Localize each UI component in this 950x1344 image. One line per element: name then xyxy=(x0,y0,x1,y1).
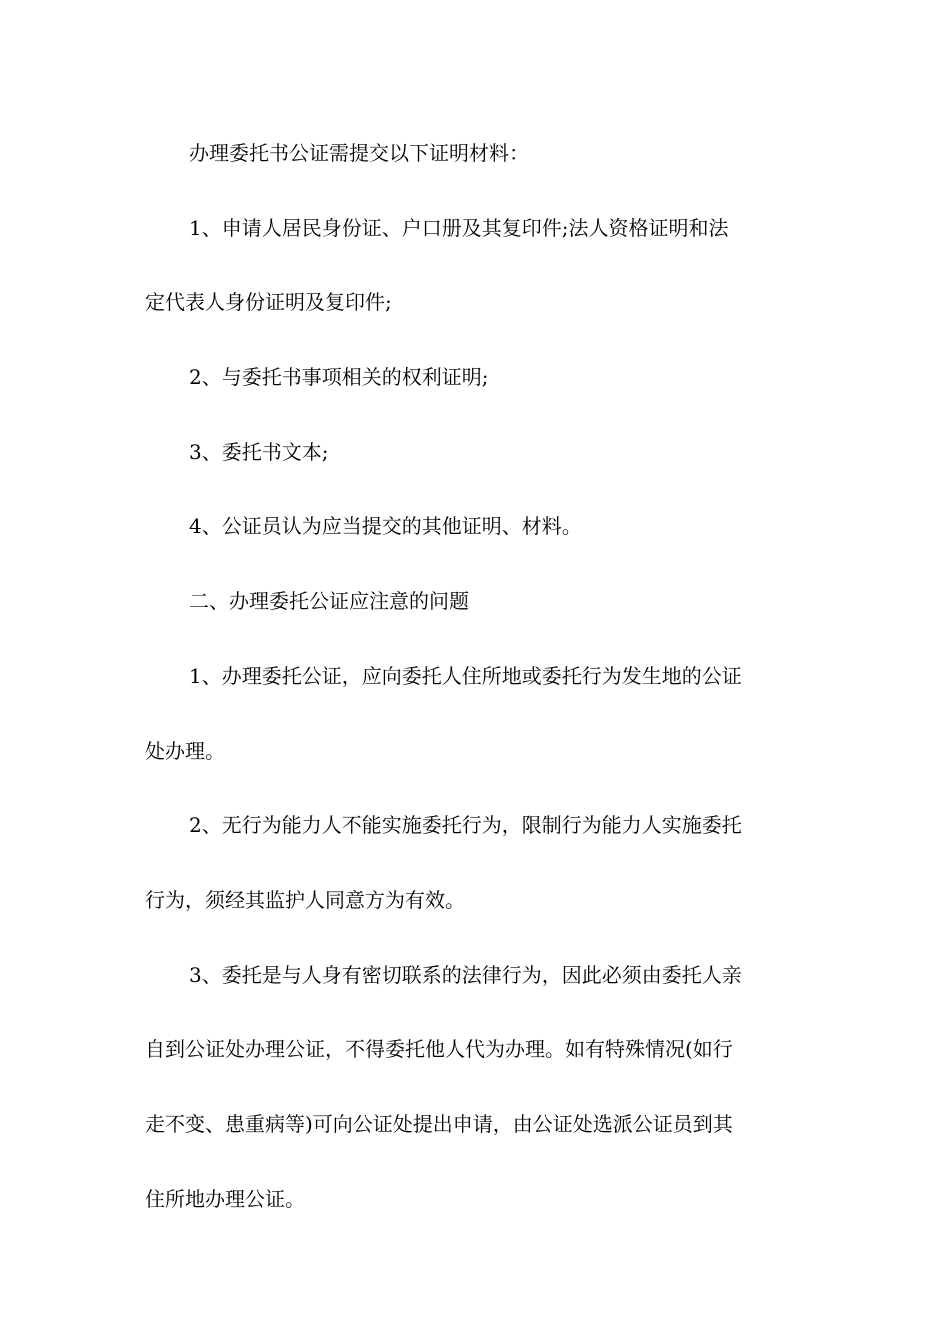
text-line: 3、委托书文本; xyxy=(189,439,329,464)
text-line: 自到公证处办理公证，不得委托他人代为办理。如有特殊情况(如行 xyxy=(145,1037,733,1062)
text-line: 3、委托是与人身有密切联系的法律行为，因此必须由委托人亲 xyxy=(189,962,742,987)
text-line: 办理委托书公证需提交以下证明材料： xyxy=(189,141,529,165)
text-line: 住所地办理公证。 xyxy=(145,1186,305,1211)
text-line: 1、申请人居民身份证、户口册及其复印件;法人资格证明和法 xyxy=(189,215,729,240)
text-line: 行为，须经其监护人同意方为有效。 xyxy=(145,887,465,912)
text-line: 1、办理委托公证，应向委托人住所地或委托行为发生地的公证 xyxy=(189,663,742,688)
text-line: 2、无行为能力人不能实施委托行为，限制行为能力人实施委托 xyxy=(189,813,742,838)
text-line: 2、与委托书事项相关的权利证明; xyxy=(189,365,489,390)
text-line: 处办理。 xyxy=(145,738,225,763)
section-heading: 二、办理委托公证应注意的问题 xyxy=(189,589,469,614)
text-line: 4、公证员认为应当提交的其他证明、材料。 xyxy=(189,514,582,539)
text-line: 定代表人身份证明及复印件; xyxy=(145,290,392,315)
document-page xyxy=(145,116,805,1236)
text-line: 走不变、患重病等)可向公证处提出申请，由公证处选派公证员到其 xyxy=(145,1111,733,1136)
